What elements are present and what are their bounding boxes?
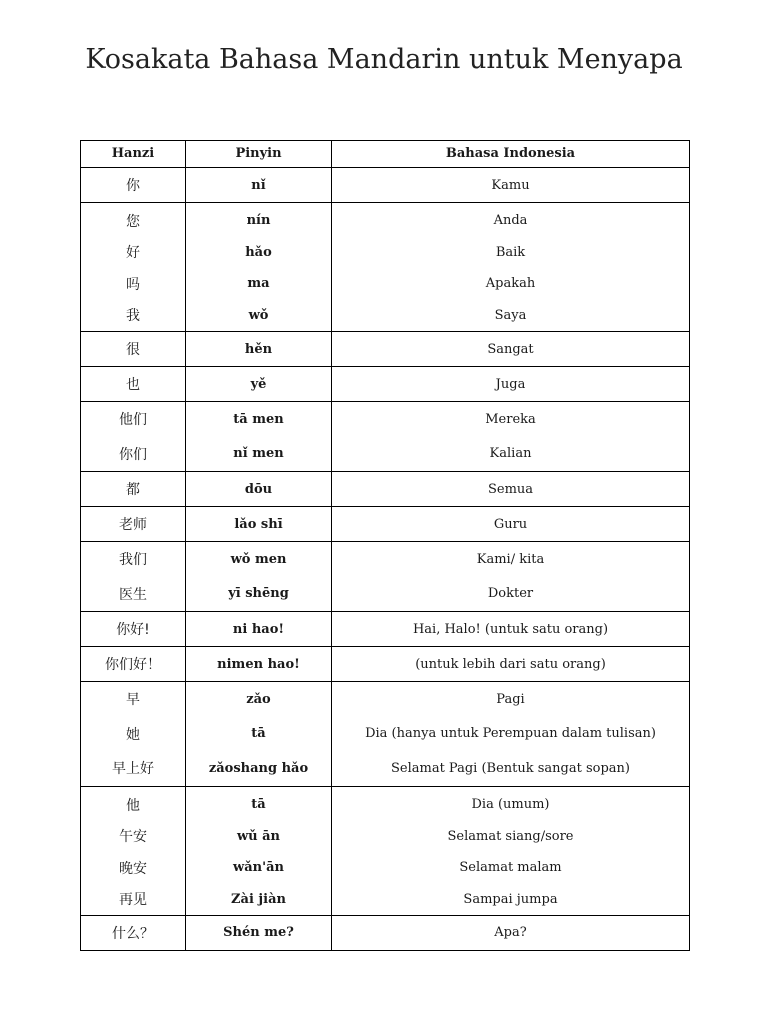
hanzi-cell: 再见 — [119, 892, 147, 909]
hanzi-column — [81, 472, 186, 506]
hanzi-cell: 你们 — [119, 446, 147, 463]
hanzi-column — [81, 168, 186, 202]
indonesian-cell: Hai, Halo! (untuk satu orang) — [412, 621, 609, 637]
indonesian-cell: Dia (umum) — [471, 797, 550, 813]
table-group — [80, 367, 690, 402]
hanzi-cell: 你们好！ — [105, 657, 161, 673]
table-body — [80, 168, 690, 951]
pinyin-cell: nǐ — [251, 177, 266, 193]
hanzi-cell: 晚安 — [119, 860, 147, 877]
pinyin-column — [186, 612, 332, 646]
hanzi-cell: 吗 — [126, 276, 140, 293]
indonesian-cell: Juga — [495, 376, 526, 392]
pinyin-cell: Zài jiàn — [231, 891, 286, 907]
table-group — [80, 332, 690, 367]
pinyin-column — [186, 916, 332, 950]
hanzi-cell: 早 — [126, 692, 140, 709]
indonesian-column — [332, 916, 689, 950]
hanzi-column — [81, 916, 186, 950]
hanzi-cell: 我 — [126, 308, 140, 325]
hanzi-cell: 他们 — [119, 412, 147, 429]
pinyin-column — [186, 402, 332, 471]
indonesian-cell: Sangat — [487, 341, 534, 357]
table-group — [80, 787, 690, 916]
hanzi-cell: 午安 — [119, 829, 147, 846]
pinyin-column — [186, 682, 332, 786]
pinyin-cell: hǎo — [245, 244, 272, 260]
pinyin-cell: tā men — [233, 411, 284, 427]
indonesian-cell: Kami/ kita — [476, 551, 545, 567]
pinyin-column — [186, 507, 332, 541]
indonesian-cell: Baik — [495, 244, 526, 260]
table-group — [80, 472, 690, 507]
hanzi-cell: 好 — [126, 245, 140, 262]
pinyin-cell: ma — [247, 276, 270, 292]
hanzi-column — [81, 402, 186, 471]
header-hanzi: Hanzi — [81, 141, 186, 167]
hanzi-column — [81, 367, 186, 401]
pinyin-cell: nǐ men — [233, 446, 284, 462]
table-header — [80, 140, 690, 168]
hanzi-cell: 你 — [126, 178, 140, 194]
hanzi-cell: 老师 — [119, 517, 147, 533]
hanzi-cell: 都 — [126, 482, 140, 498]
pinyin-cell: zǎo — [246, 691, 271, 707]
pinyin-cell: yě — [250, 376, 267, 392]
pinyin-cell: ni hao! — [232, 621, 285, 637]
pinyin-cell: wǒ men — [230, 551, 287, 567]
hanzi-cell: 医生 — [119, 586, 147, 603]
indonesian-column — [332, 472, 689, 506]
hanzi-cell: 他 — [126, 797, 140, 814]
indonesian-cell: Mereka — [485, 411, 536, 427]
indonesian-column — [332, 168, 689, 202]
pinyin-cell: nimen hao! — [217, 656, 300, 672]
hanzi-column — [81, 612, 186, 646]
indonesian-cell: Semua — [487, 481, 534, 497]
pinyin-column — [186, 367, 332, 401]
page-title: Kosakata Bahasa Mandarin untuk Menyapa — [85, 44, 683, 75]
hanzi-cell: 什么？ — [112, 925, 154, 942]
pinyin-cell: lǎo shī — [234, 516, 283, 532]
hanzi-cell: 我们 — [119, 552, 147, 569]
pinyin-column — [186, 542, 332, 611]
header-indonesian: Bahasa Indonesia — [445, 146, 576, 161]
table-group — [80, 203, 690, 332]
pinyin-column — [186, 168, 332, 202]
indonesian-cell: (untuk lebih dari satu orang) — [415, 656, 606, 672]
pinyin-column — [186, 203, 332, 331]
indonesian-cell: Kalian — [489, 446, 532, 462]
pinyin-cell: wǒ — [248, 307, 269, 323]
indonesian-cell: Sampai jumpa — [463, 891, 558, 907]
indonesian-cell: Saya — [494, 307, 527, 323]
indonesian-column — [332, 402, 689, 471]
pinyin-column — [186, 647, 332, 681]
indonesian-cell: Apa? — [494, 925, 527, 941]
indonesian-column — [332, 203, 689, 331]
indonesian-column — [332, 507, 689, 541]
table-group — [80, 916, 690, 951]
pinyin-column — [186, 472, 332, 506]
hanzi-column — [81, 682, 186, 786]
indonesian-cell: Dia (hanya untuk Perempuan dalam tulisan) — [365, 726, 656, 742]
pinyin-column — [186, 787, 332, 915]
pinyin-cell: wǔ ān — [236, 828, 281, 844]
indonesian-column — [332, 367, 689, 401]
table-group — [80, 647, 690, 682]
hanzi-cell: 也 — [126, 377, 140, 393]
hanzi-cell: 很 — [126, 342, 140, 358]
pinyin-column — [186, 332, 332, 366]
pinyin-cell: nín — [246, 213, 271, 229]
pinyin-cell: yī shēng — [228, 586, 289, 602]
hanzi-column — [81, 332, 186, 366]
indonesian-cell: Dokter — [487, 586, 534, 602]
indonesian-cell: Pagi — [496, 691, 525, 707]
hanzi-cell: 你好! — [116, 622, 150, 638]
table-group — [80, 402, 690, 472]
vocab-table — [80, 140, 690, 951]
pinyin-cell: zǎoshang hǎo — [208, 760, 309, 776]
indonesian-cell: Selamat siang/sore — [447, 828, 574, 844]
table-group — [80, 507, 690, 542]
pinyin-cell: dōu — [244, 481, 273, 497]
header-pinyin: Pinyin — [186, 141, 332, 167]
pinyin-cell: tā — [251, 726, 266, 742]
indonesian-column — [332, 647, 689, 681]
indonesian-cell: Selamat malam — [459, 860, 562, 876]
hanzi-cell: 您 — [126, 213, 140, 230]
pinyin-cell: wǎn'ān — [233, 860, 284, 876]
pinyin-cell: hěn — [244, 341, 273, 357]
indonesian-cell: Apakah — [485, 276, 536, 292]
table-group — [80, 682, 690, 787]
hanzi-column — [81, 203, 186, 331]
hanzi-cell: 早上好 — [112, 761, 154, 778]
indonesian-column — [332, 612, 689, 646]
hanzi-cell: 她 — [126, 726, 140, 743]
hanzi-column — [81, 787, 186, 915]
table-group — [80, 612, 690, 647]
hanzi-column — [81, 507, 186, 541]
pinyin-cell: tā — [251, 797, 266, 813]
indonesian-column — [332, 542, 689, 611]
indonesian-column — [332, 682, 689, 786]
indonesian-cell: Guru — [493, 516, 528, 532]
indonesian-column — [332, 332, 689, 366]
hanzi-column — [81, 647, 186, 681]
indonesian-cell: Anda — [493, 213, 528, 229]
pinyin-cell: Shén me? — [223, 925, 294, 941]
table-group — [80, 542, 690, 612]
table-group — [80, 168, 690, 203]
indonesian-cell: Kamu — [491, 177, 530, 193]
indonesian-cell: Selamat Pagi (Bentuk sangat sopan) — [390, 760, 630, 776]
indonesian-column — [332, 787, 689, 915]
hanzi-column — [81, 542, 186, 611]
